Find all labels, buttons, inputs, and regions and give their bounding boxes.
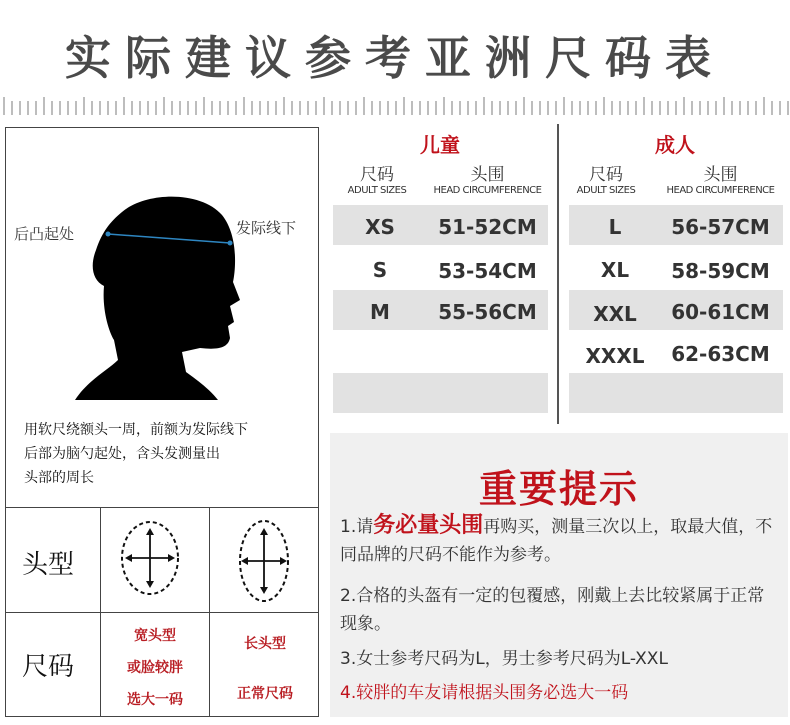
note-line: 长头型 (244, 636, 286, 652)
measure-description (24, 418, 314, 490)
grid-line (5, 507, 319, 508)
tips-title: 重要提示 (478, 467, 639, 511)
children-col-size-sub: ADULT SIZES (347, 185, 407, 196)
adults-size: XL (600, 258, 630, 282)
adults-col-size: 尺码 (589, 165, 623, 185)
row-head-size: 尺码 (22, 652, 75, 682)
adults-size: L (608, 215, 622, 239)
long-head-icon (232, 517, 296, 607)
row-head-type: 头型 (22, 550, 75, 580)
children-col-circ-sub: HEAD CIRCUMFERENCE (433, 185, 542, 196)
head-silhouette (70, 190, 250, 405)
page-title: 实际建议参考亚洲尺码表 (65, 31, 725, 85)
children-circ: 55-56CM (438, 300, 537, 324)
adults-size: XXXL (585, 344, 645, 368)
tip-text: 1.请 (340, 517, 374, 537)
note-line: 宽头型 (134, 628, 176, 644)
desc-line: 后部为脑勺起处，含头发测量出 (24, 446, 220, 462)
adults-circ: 58-59CM (671, 259, 770, 283)
label-hairline: 发际线下 (236, 219, 297, 237)
table-row-bg (569, 373, 783, 413)
note-line: 选大一码 (127, 692, 183, 708)
note-line: 或脸较胖 (127, 660, 183, 676)
tip-text: 再购买，测量三次以上，取最大值，不同品牌的尺码不能作为参考。 (340, 517, 773, 565)
label-back-of-head: 后凸起处 (14, 225, 75, 243)
adults-circ: 60-61CM (671, 300, 770, 324)
adults-title: 成人 (655, 133, 695, 157)
table-row-bg (333, 373, 548, 413)
tip-emphasis: 务必量头围 (373, 513, 484, 538)
adults-col-circ-sub: HEAD CIRCUMFERENCE (666, 185, 775, 196)
children-circ: 51-52CM (438, 215, 537, 239)
adults-col-circ: 头围 (703, 165, 738, 185)
grid-line (5, 612, 319, 613)
adults-circ: 62-63CM (671, 342, 770, 366)
desc-line: 头部的周长 (24, 470, 94, 486)
table-divider (557, 124, 559, 424)
wide-head-icon (118, 517, 182, 599)
tip-2: 2.合格的头盔有一定的包覆感，刚戴上去比较紧属于正常现象。 (340, 586, 765, 634)
children-size: S (372, 258, 388, 282)
long-head-note (210, 628, 320, 710)
adults-circ: 56-57CM (671, 215, 770, 239)
note-line: 正常尺码 (237, 686, 293, 702)
adults-col-size-sub: ADULT SIZES (576, 185, 636, 196)
children-circ: 53-54CM (438, 259, 537, 283)
adults-size: XXL (593, 302, 637, 326)
children-col-circ: 头围 (470, 165, 505, 185)
tip-4: 4.较胖的车友请根据头围务必选大一码 (340, 683, 629, 703)
children-size: M (370, 300, 390, 324)
ruler-decoration (0, 95, 790, 117)
children-col-size: 尺码 (360, 165, 394, 185)
tip-1 (340, 512, 780, 569)
desc-line: 用软尺绕额头一周，前额为发际线下 (24, 422, 248, 438)
tip-3: 3.女士参考尺码为L，男士参考尺码为L-XXL (340, 649, 668, 669)
children-size: XS (365, 215, 395, 239)
children-title: 儿童 (420, 133, 460, 157)
wide-head-note (100, 620, 210, 716)
